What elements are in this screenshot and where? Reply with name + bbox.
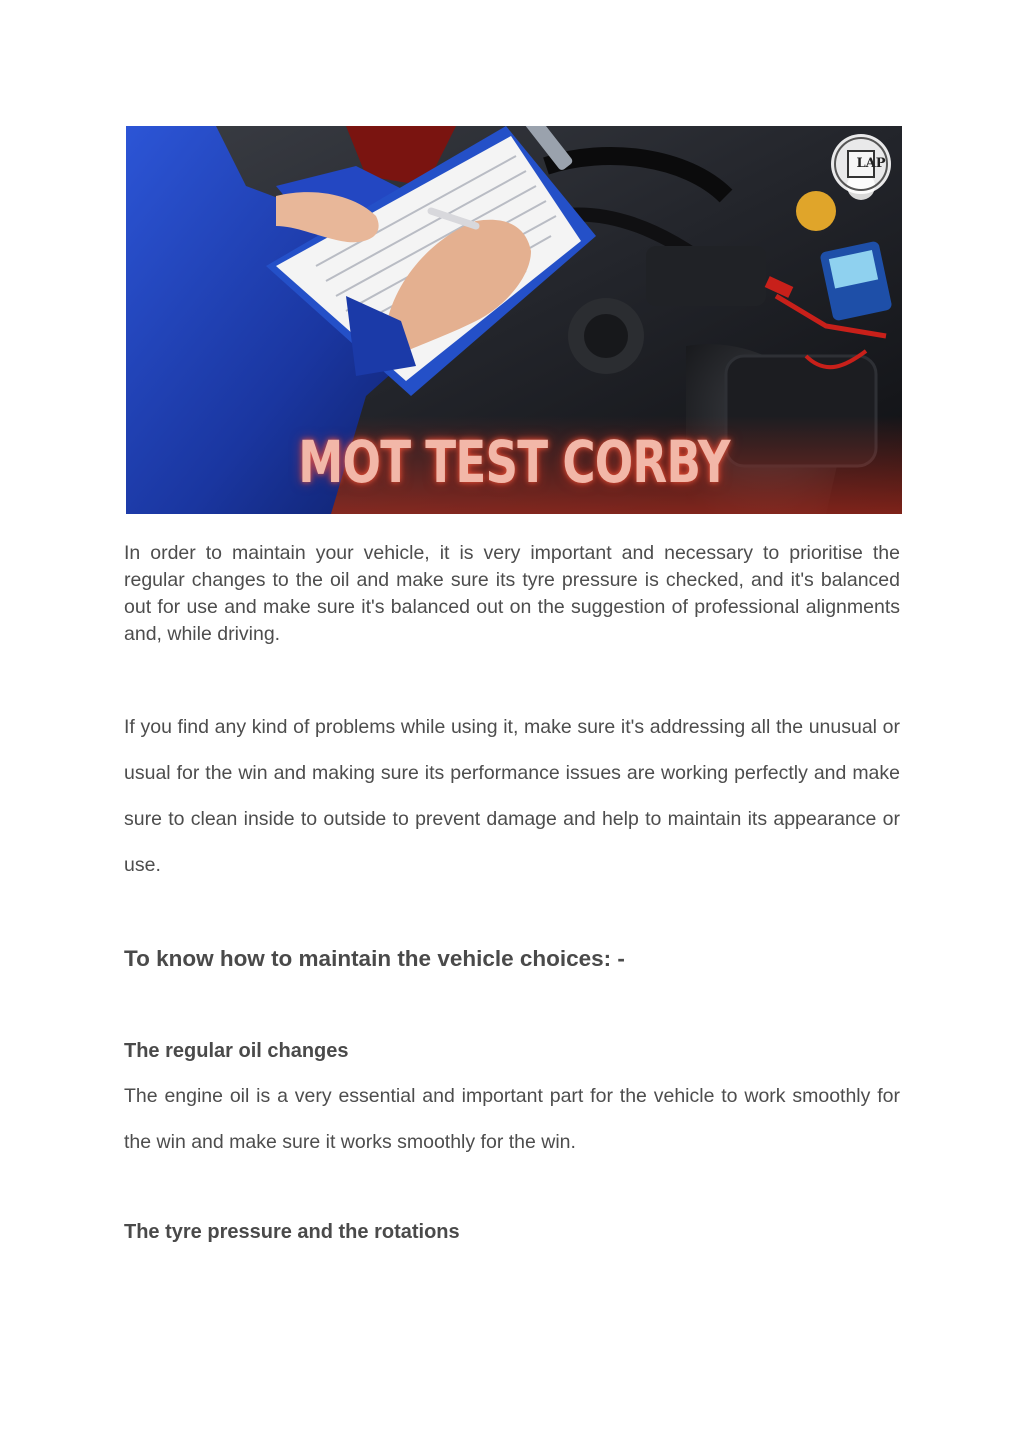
subheading-tyre-pressure: The tyre pressure and the rotations <box>124 1221 460 1243</box>
subheading-oil-changes: The regular oil changes <box>124 1040 349 1062</box>
problems-paragraph: If you find any kind of problems while using it, make sure it's addressing all the unusual or usual for the win and making sure its performance issues are working perfectly and make sure to clean inside to outside to prevent damage and help to maintain its appearance or use. <box>124 716 900 876</box>
section-heading-maintain: To know how to maintain the vehicle choices: - <box>124 946 625 971</box>
hero-banner-text: MOT TEST CORBY <box>298 428 730 496</box>
logo-text: LAP <box>856 156 886 171</box>
intro-paragraph: In order to maintain your vehicle, it is very important and necessary to prioritise the regular changes to the oil and make sure its tyre pressure is checked, and it's balanced out for use and make sure it's balanced out on the suggestion of professional alignments and, while driving. <box>124 542 900 645</box>
oil-paragraph: The engine oil is a very essential and important part for the vehicle to work smoothly for the win and make sure it works smoothly for the win. <box>124 1085 900 1153</box>
hero-image <box>126 126 902 514</box>
